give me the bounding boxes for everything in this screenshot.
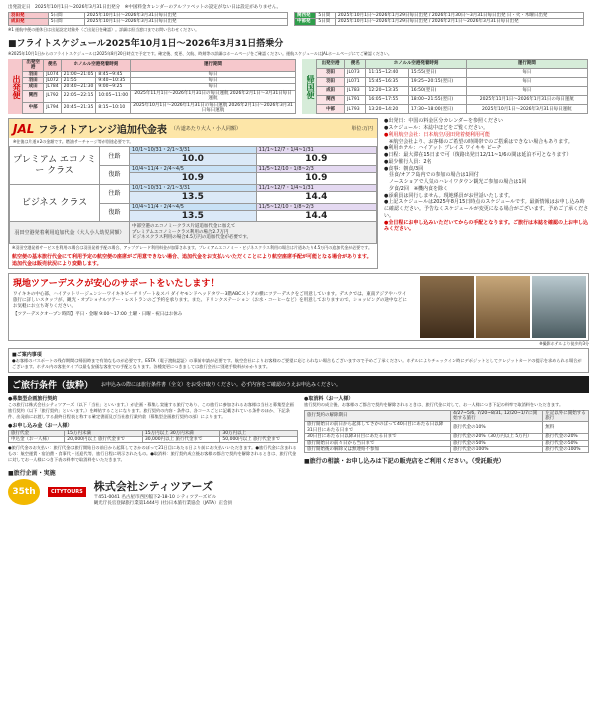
flight-cell: JL074 (44, 71, 61, 77)
desk-photo (420, 276, 474, 338)
conditions-body (8, 395, 589, 466)
anniv-text: 35th (12, 487, 36, 498)
arrival-cell: 15:55(翌日) (408, 68, 466, 77)
schedule-row (317, 87, 588, 96)
citytours-logo: CITYTOURS (48, 487, 86, 497)
cancel-cell: 旅行開始日の前々日から当日まで (305, 440, 451, 446)
return-rows (317, 68, 588, 113)
col-time: ホノルル空港発着時刻 (61, 59, 130, 71)
right-text: 旅行契約の成立後、お客様のご都合で契約を解除されるときは、旅行代金に対して、お一人様につき下記の料率で取消料をいただきます。 (304, 401, 564, 407)
fare-footnote: ※羽田空港発着サービスを利用の場合は羽田発着手配の場合、アップグレード利用料金が加算されます。プレミアムエコノミー・ビジネスクラス利用の場合は片道あたり4.5万円の追加代金が必要です。 (12, 244, 372, 250)
flight-cell: JL792 (44, 90, 61, 102)
conditions-title: ご旅行条件（抜粋） (12, 380, 94, 391)
return-table (316, 59, 588, 115)
side-info-item: ●利用ホテル：ハイアット プレイス ワイキキ ビーチ (384, 145, 502, 152)
tour-desk-photos (418, 274, 588, 340)
side-info-item: ●利用航空会社：日本航空/羽田発着便利用可能 (384, 131, 491, 138)
cancel-cell: 旅行代金の50% (543, 440, 589, 446)
cancel-head: 左記以外に開始する旅行 (543, 410, 589, 422)
period-cell: 毎日 (466, 87, 587, 96)
period-table-right (294, 12, 584, 26)
notes (8, 348, 589, 373)
col-period: 運行期間 (466, 59, 587, 68)
season-range: 10/1~10/31・2/1~3/31 (130, 147, 257, 154)
cancel-cell: 30日目にあたる日以降3日目にあたる日まで (305, 434, 451, 440)
notes-title: ■ご案内事項 (12, 351, 42, 358)
col-period: 運行期間 (131, 59, 296, 71)
fare-table (9, 146, 377, 243)
period-col: 5日間 (316, 19, 336, 25)
season-range: 11/1~12/7・1/4~1/31 (256, 184, 376, 191)
arrival-cell: 8:45~9:45 (96, 71, 131, 77)
apply-head: 旅行代金 (9, 430, 65, 436)
cancel-cell: 旅行開始後の解除又は無連絡不参加 (305, 447, 451, 453)
notes-body: ●お客様のパスポートの残存期間は帰国時まで有効なものが必要です。ESTA（電子渡航認証）の事前申請が必要です。航空会社によりお客様のご要望に応じられない場合もございますので予めご了承ください。ホテルによりチェックイン時にデポジットとしてクレジットカードの提示を求められる場合がございます。ホテル内の客室タイプは最も安価な客室での手配となります。各種変更につきましては旅行会社に別途手数料がかかります。 (12, 357, 582, 369)
tour-desk-caption: ※撮影ホテルより徒歩約3分 (539, 340, 589, 346)
period-tag: 関西発 (295, 13, 316, 19)
col-flight: 便名 (44, 59, 61, 71)
season-range: 11/1~12/7・1/4~1/31 (256, 147, 376, 154)
cancel-head: 旅行契約の解除期日 (305, 410, 451, 422)
season-range: 11/5~12/10・1/8~2/3 (256, 166, 376, 173)
cancel-cell: 旅行代金の20% (543, 434, 589, 440)
side-info-list (384, 118, 589, 233)
cancel-cell: 無料 (543, 422, 589, 434)
time-cell: 20:45~21:35 (61, 102, 96, 114)
flight-cell: JL791 (345, 96, 366, 105)
direction-cell: 復路 (100, 203, 130, 222)
airport-cell: 成田 (317, 87, 345, 96)
arrival-cell: 16:50(翌日) (408, 87, 466, 96)
side-info-item: ●上記スケジュールは2025年8月15日時点のスケジュールです。最新情報はお申し込み時に確認ください。予告なくスケジュールが変更になる場合がございます。予めご了承ください。 (384, 199, 589, 219)
cancel-cell: 旅行代金の10% (451, 422, 543, 434)
time-cell: 15:45~16:35 (366, 77, 408, 86)
side-info-item: ※航空会社より、お客様のご希望の時間帯でのご搭乗はできない場合もあります。 (384, 138, 573, 145)
haneda-line: ビジネスクラス利用の場合4.5万円の追加代金が必要です。 (132, 235, 252, 241)
cancel-cell: 旅行代金の100% (543, 447, 589, 453)
fare-date-row (10, 184, 377, 191)
direction-cell: 往路 (100, 147, 130, 166)
fare-warning: 航空便の基本旅行代金にて利用予定の航空便の座席がご用意できない場合、追加代金をお支払いいただくことにより航空座席手配が可能となる場合があります。追加代金は販売状況により変動します。 (12, 253, 372, 267)
time-cell: 20:40~21:30 (61, 84, 96, 90)
cancel-head: 4/27~5/6, 7/20~8/31, 12/20~1/7に開始する旅行 (451, 410, 543, 422)
schedule-subtitle: ※2025年10月1日からのフライトスケジュールは2025年8月20日時点で予定です。確定後、変更、欠航、時刻等の詳細はホームページをご確認ください。運航スケジュールはJALホームページにてご確認ください。 (8, 50, 392, 56)
return-label: 帰国便 (302, 59, 316, 115)
arrival-cell: 19:25~20:15(翌日) (408, 77, 466, 86)
company-registration: 観光庁長官登録旅行業第1444号 (社)日本旅行業協会（JATA）正会員 (93, 501, 233, 507)
airport-cell: 中部 (317, 105, 345, 114)
outbound-table (22, 59, 296, 115)
apply-table (8, 430, 298, 444)
period-row (9, 19, 288, 25)
jal-logo: JAL (13, 121, 35, 136)
flight-cell: JL073 (345, 68, 366, 77)
fare-header (9, 119, 377, 138)
left-text: この旅行は株式会社シティツアーズ（以下「当社」といいます。）が企画・募集し実施する旅行であり、この旅行に参加されるお客様は当社と募集型企画旅行契約（以下「旅行契約」といいます。）を締結することになります。旅行契約の内容・条件は、各コースごとに記載されている条件のほか、下記条件、出発前にお渡しする最終日程表と称する確定書面及び当社旅行業約款（募集型企画旅行契約の部）によります。 (8, 401, 294, 419)
side-info-item: ●添乗員は同行しません。現地係員がお世話いたします。 (384, 192, 514, 199)
schedule-row (317, 77, 588, 86)
flight-cell: JL784 (44, 84, 61, 90)
airport-cell: 羽田 (317, 77, 345, 86)
side-info-item: 夕食/2回 ※機内食を除く (384, 185, 449, 192)
fare-value: 13.5 (130, 210, 257, 222)
right-title: ●取消料（お一人様） (304, 395, 354, 402)
fare-section (8, 118, 589, 268)
period-cell: 2025年10月1日～2026年1月31日の毎日運航 2026年2月1日～2026年3月31日毎日運航 (131, 102, 296, 114)
return-block (302, 59, 588, 115)
period-col: 5日間 (316, 13, 336, 19)
period-cell: 毎日 (131, 71, 296, 77)
flight-cell: JL793 (345, 105, 366, 114)
time-cell: 16:05~17:55 (366, 96, 408, 105)
haneda-line: 中部空港のエコノミークラス片道追加代金に加えて (132, 224, 236, 230)
company-heading: ■旅行企画・実施 (8, 470, 56, 478)
time-cell: 22:05~22:15 (61, 90, 96, 102)
time-cell: 21:55 (61, 77, 96, 83)
fare-date-row (10, 147, 377, 154)
side-info-item: 昼食/オアフ島内での参加の場合は1回付 (384, 172, 479, 179)
apply-val: 30,000円以上 旅行代金まで (142, 437, 220, 443)
top-footnote: ※1 運航中便の運休日は出発設定対象外（ご出発日を確認）。詳細は担当窓口までお問い合わせください。 (8, 26, 200, 32)
period-range: 2025年10月1日～2026年3月31日毎日出発 (84, 19, 287, 25)
period-cell: 2025年10月1日～2026年3月31日毎日運航 (466, 105, 587, 114)
fare-unit: 単位:万円 (351, 126, 373, 133)
haneda-label: 羽田空港発着利用追加代金（大人小人幼児同額） (10, 222, 130, 243)
period-range: 2025年10月1日～2026年1月29日毎日出発 / 2026年1月30日～3月31日毎日出発 日・火・木曜日出発 (335, 13, 583, 19)
period-cell: 毎日 (466, 77, 587, 86)
tour-desk-content (9, 274, 414, 340)
season-range: 10/1~10/31・2/1~3/31 (130, 184, 257, 191)
flight-cell: JL071 (345, 77, 366, 86)
side-info-item: ●食事：朝食/3回 (384, 165, 424, 172)
schedule-row (317, 96, 588, 105)
company-block (8, 478, 589, 506)
schedule-row (23, 102, 296, 114)
arrival-cell: 9:40~10:35 (96, 77, 131, 83)
cancel-cell: 旅行開始日の前日から起算してさかのぼって40日目にあたる日以降31日目にあたる日まで (305, 422, 451, 434)
side-info-item: ●最少催行人員：2名 (384, 158, 432, 165)
fare-value: 10.0 (130, 154, 257, 166)
fare-title-note: （片道あたり大人・小人同額） (170, 126, 241, 133)
fare-title: フライトアレンジ追加代金表 (38, 125, 167, 137)
tour-desk-body: ワイキキの中心部、ハイアットリージェンシーワイキキビーチリゾート＆スパ ダイヤモンドヘッドタワー3階ABCストアの横にツアーデスクをご用意しています。デスクでは、東南アジアやハワイ旅行に詳しいスタッフが、観光・オプショナルツアー・レストランのご予約を承ります。また、ドリンクステーション（お水・コーヒーなど）を用意しておりますので、ショッピングの途中などにお気軽にお立ち寄りください。 (13, 291, 407, 309)
season-range: 10/4~11/4・2/4~4/5 (130, 203, 257, 210)
arrival-cell: 18:00~21:55(翌日) (408, 96, 466, 105)
side-info-item: ●全日程にお申し込みいただいてからの手配となります。ご旅行は本誌を確認の上お申し込みください。 (384, 219, 588, 233)
period-tag: 中部発 (295, 19, 316, 25)
season-range: 10/4~11/4・2/4~4/5 (130, 166, 257, 173)
period-tag: 成田発 (9, 19, 49, 25)
apply-val: 申込金（お一人様） (9, 437, 65, 443)
cancel-row (305, 422, 589, 434)
cancel-table (304, 410, 589, 454)
flight-cell: JL072 (44, 77, 61, 83)
conditions-bar (8, 376, 589, 393)
fare-block (8, 118, 378, 268)
airport-cell: 羽田 (23, 71, 44, 77)
side-info (384, 118, 589, 268)
col-airport: 出発空港 (317, 59, 345, 68)
arrival-cell: 17:30~18:00(翌日) (408, 105, 466, 114)
col-flight: 便名 (345, 59, 366, 68)
period-cell: 毎日 (131, 84, 296, 90)
period-cell: 2025年11月1日～2026年1月31日の毎日運航 2026年2月1日～3月31日毎日運航 (131, 90, 296, 102)
airport-cell: 関西 (23, 90, 44, 102)
haneda-row (10, 222, 377, 243)
airport-cell: 関西 (317, 96, 345, 105)
period-range: 2025年10月1日～2026年1月29日毎日出発 / 2026年2月1日～2026年3月31日毎日出発 (335, 19, 583, 25)
schedule-tables (8, 59, 589, 115)
cancel-cell: 旅行代金の50% (451, 440, 543, 446)
company-info (94, 478, 232, 506)
outbound-label: 出発便 (8, 59, 22, 115)
tour-desk-title: 現地ツアーデスクが安心のサポートをいたします！ (13, 278, 220, 289)
period-row (295, 13, 584, 19)
cancel-cell: 旅行代金の20%（30万円以上 5万円） (451, 434, 543, 440)
schedule-row (317, 68, 588, 77)
time-cell: 11:15~12:40 (366, 68, 408, 77)
period-row (295, 19, 584, 25)
apply-val: 50,000円以上 旅行代金まで (220, 437, 298, 443)
period-col: 5日間 (48, 19, 84, 25)
airport-cell: 羽田 (23, 77, 44, 83)
arrival-cell: 10:05~11:00 (96, 90, 131, 102)
outbound-rows (23, 71, 296, 114)
company-address: 〒451-0041 名古屋市西区幅下2-18-10 シティツアーズビル (93, 495, 217, 501)
arrival-cell: 9:00~9:25 (96, 84, 131, 90)
outbound-block (8, 59, 296, 115)
haneda-desc (130, 222, 377, 243)
direction-cell: 往路 (100, 184, 130, 203)
arrival-cell: 8:15~10:10 (96, 102, 131, 114)
mid-text: ●旅行代金のお支払い：旅行代金は旅行開始日の前日から起算してさかのぼって21日目にあたる日より前にお支払いいただきます。●旅行代金に含まれるもの：航空運賃・宿泊費・食事代・送迎代等、旅行日程に明示されたもの。●取消料：旅行契約成立後お客様の都合で契約を解除されるときは、旅行代金に対してお一人様につき下表の料率で取消料をいただきます。 (8, 445, 297, 463)
conditions-left (8, 395, 298, 466)
anniversary-logo (8, 479, 40, 505)
col-airport: 出発空港 (23, 59, 44, 71)
fare-value: 14.4 (256, 210, 376, 222)
time-cell: 12:20~13:35 (366, 87, 408, 96)
sales-note: ■旅行の相談・お申し込みは下記の販売店をご利用ください。（受託販売） (304, 458, 505, 466)
airport-cell: 中部 (23, 102, 44, 114)
class-name: プレミアム エコノミー クラス (10, 147, 100, 185)
period-range: 2025年10月1日～2026年3月31日毎日出発 (84, 13, 287, 19)
schedule-title: ■フライトスケジュール2025年10月1日～2026年3月31日搭乗分 (8, 38, 284, 49)
airport-cell: 羽田 (317, 68, 345, 77)
haneda-line: プレミアムエコノミークラス利用の場合2.7万円 (132, 229, 229, 235)
period-cell: 2025年11月1日～2026年1月31日の毎日運航 (466, 96, 587, 105)
top-notice: 出発設定日 2025年10月1日～2026年3月31日出発分 ※中国料金カレンダーのアルファベットの設定がない日は設定がありません。 (8, 5, 282, 10)
airport-cell: 成田 (23, 84, 44, 90)
tour-desk-hours: 【ツアーデスクオープン時間】平日・金曜 9:00～17:00 土曜・日曜・祝日はお休み (13, 311, 183, 317)
apply-head: 15万円未満 (65, 430, 143, 436)
fare-value: 10.9 (256, 154, 376, 166)
fare-value: 13.5 (130, 191, 257, 203)
desk-photo (476, 276, 530, 338)
period-cell: 毎日 (131, 77, 296, 83)
apply-title: ●お申し込み金（お一人様） (8, 422, 73, 429)
fare-value: 10.9 (256, 173, 376, 185)
apply-val: 20,000円以上 旅行代金まで (65, 437, 143, 443)
side-info-item: ●スケジュール：本誌中ほどをご覧ください。 (384, 125, 489, 132)
col-time: ホノルル空港発着時刻 (366, 59, 466, 68)
cancel-cell: 旅行代金の100% (451, 447, 543, 453)
fare-value: 14.4 (256, 191, 376, 203)
side-info-item: ノースショアで人気のハレイワタウン観光ご参加の場合は1回 (384, 179, 527, 186)
cancel-row (305, 447, 589, 453)
desk-photo (532, 276, 586, 338)
direction-cell: 復路 (100, 166, 130, 185)
fare-value: 10.9 (130, 173, 257, 185)
schedule-row (23, 90, 296, 102)
fare-note: ※往復は片道×2の金額です。燃油サーチャージ等が別途必要です。 (13, 139, 134, 145)
conditions-note: お申込みの際には旅行条件書（全文）をお受け取りください。必ず内容をご確認のうえお申込みください。 (101, 381, 342, 388)
left-title: ●募集型企画旅行契約 (8, 395, 58, 402)
period-cell: 毎日 (466, 68, 587, 77)
side-info-item: ●出発日：中国の料金区分カレンダーを参照ください (384, 118, 504, 125)
class-name: ビジネス クラス (10, 184, 100, 222)
conditions-right (304, 395, 589, 466)
flight-cell: JL794 (44, 102, 61, 114)
period-col: 5日間 (48, 13, 84, 19)
side-info-item: ●日程：最大滞在15日まで可（復路出発日12/11~1/6の間は延泊不可となります） (384, 152, 572, 159)
schedule-row (317, 105, 588, 114)
apply-head: 30万円以上 (220, 430, 298, 436)
time-cell: 21:00~21:05 (61, 71, 96, 77)
apply-head: 15万円以上 30万円未満 (142, 430, 220, 436)
company-name: 株式会社シティツアーズ (93, 480, 213, 494)
period-tag: 羽田発 (9, 13, 49, 19)
flight-cell: JL783 (345, 87, 366, 96)
season-range: 11/5~12/10・1/8~2/3 (256, 203, 376, 210)
time-cell: 13:20~14:20 (366, 105, 408, 114)
period-table-left (8, 12, 288, 26)
tour-desk (8, 273, 589, 341)
period-section (8, 12, 589, 26)
